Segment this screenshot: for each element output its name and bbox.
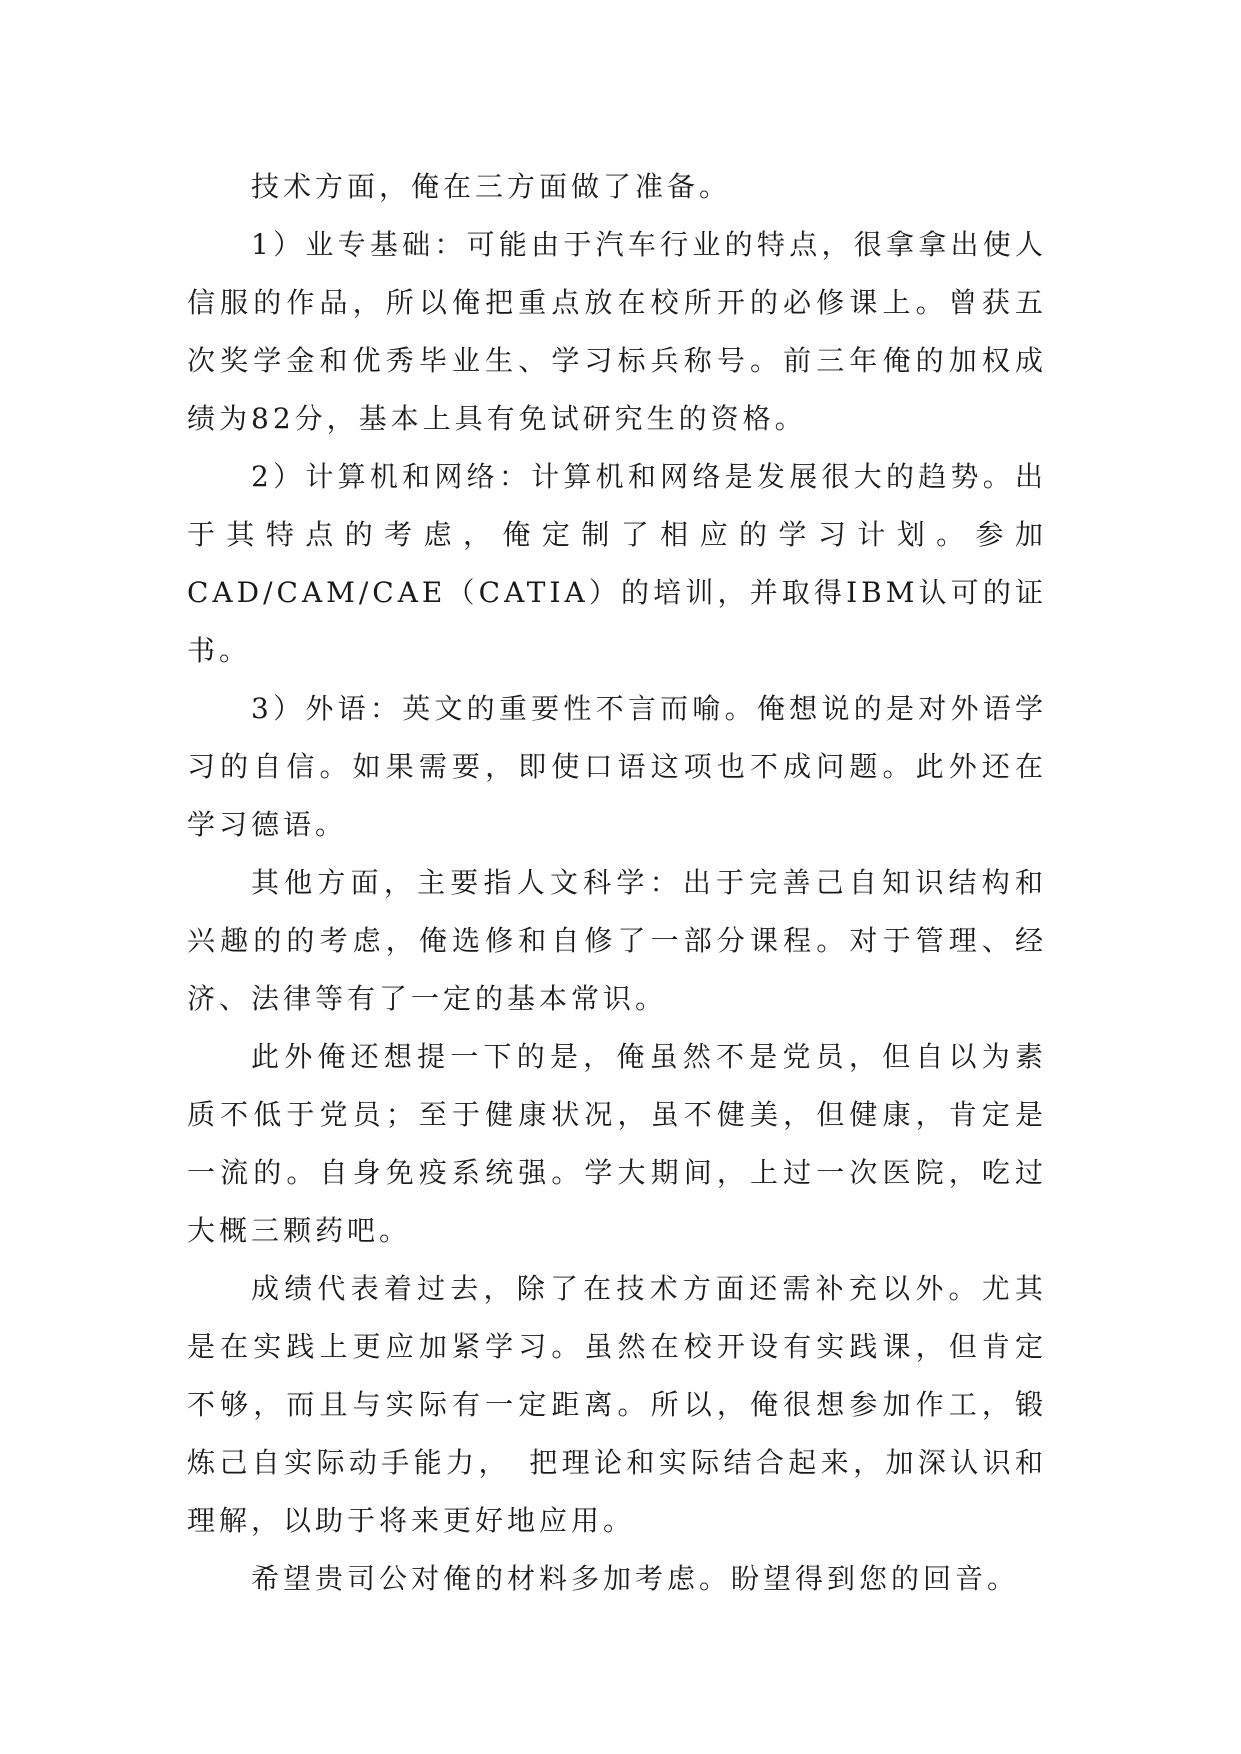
paragraph-humanities: 其他方面，主要指人文科学：出于完善己自知识结构和兴趣的的考虑，俺选修和自修了一部分课程。对于管理、经济、法律等有了一定的基本常识。 — [187, 866, 1047, 1015]
paragraph-computer-network: 2）计算机和网络：计算机和网络是发展很大的趋势。出于其特点的考虑，俺定制了相应的学习计划。参加CAD/CAM/CAE（CATIA）的培训，并取得IBM认可的证书。 — [187, 460, 1047, 667]
paragraph-practice: 成绩代表着过去，除了在技术方面还需补充以外。尤其是在实践上更应加紧学习。虽然在校开设有实践课，但肯定不够，而且与实际有一定距离。所以，俺很想参加作工，锻炼己自实际动手能力， 把理论和实际结合起来，加深认识和理解，以助于将来更好地应用。 — [187, 1272, 1047, 1537]
paragraph-foreign-language: 3）外语：英文的重要性不言而喻。俺想说的是对外语学习的自信。如果需要，即使口语这项也不成问题。此外还在学习德语。 — [187, 692, 1047, 841]
paragraph-closing: 希望贵司公对俺的材料多加考虑。盼望得到您的回音。 — [251, 1562, 1020, 1595]
document-body — [187, 158, 1047, 1608]
paragraph-technical-intro: 技术方面，俺在三方面做了准备。 — [251, 170, 732, 203]
paragraph-major-foundation: 1）业专基础：可能由于汽车行业的特点，很拿拿出使人信服的作品，所以俺把重点放在校所开的必修课上。曾获五次奖学金和优秀毕业生、学习标兵称号。前三年俺的加权成绩为82分，基本上具有免试研究生的资格。 — [187, 228, 1047, 435]
paragraph-health: 此外俺还想提一下的是，俺虽然不是党员，但自以为素质不低于党员；至于健康状况，虽不健美，但健康，肯定是一流的。自身免疫系统强。学大期间，上过一次医院，吃过大概三颗药吧。 — [187, 1040, 1047, 1247]
